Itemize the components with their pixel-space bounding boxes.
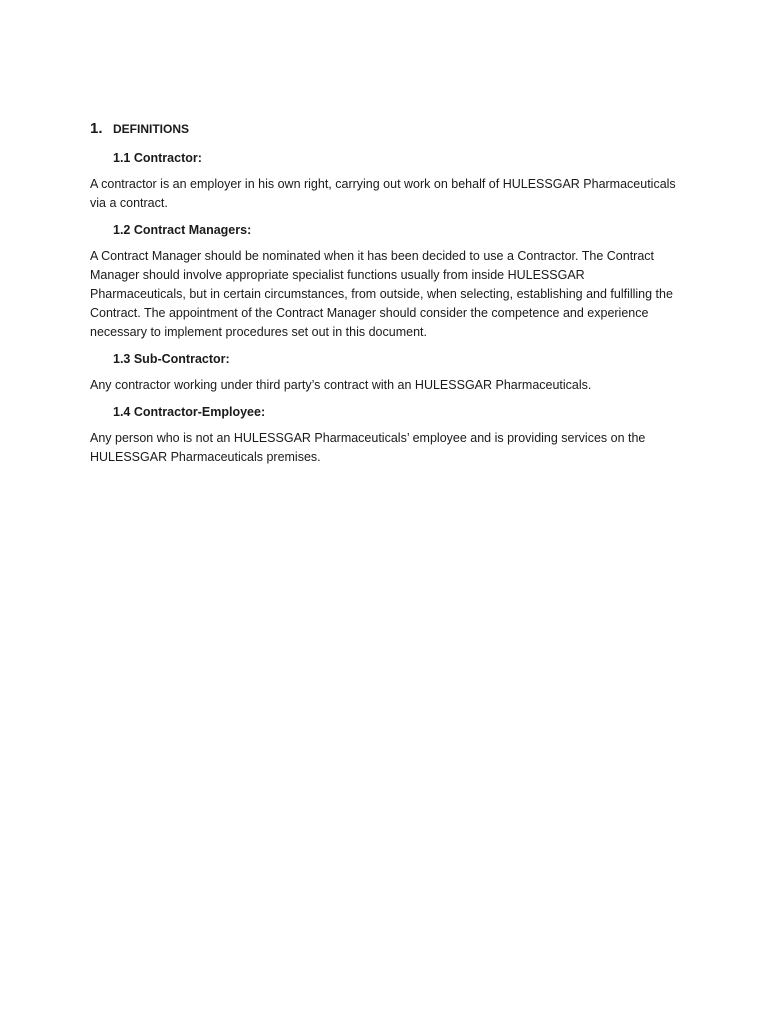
section-number: 1. [90,120,103,137]
definition-contract-managers [90,223,680,342]
definition-body: A Contract Manager should be nominated when it has been decided to use a Contractor. The Contract Manager should involve appropriate specialist functions usually from inside HULESSGAR Pharmaceuticals, but in certain circumstances, from outside, when selecting, establishing and fulfilling the Contract. The appointment of the Contract Manager should consider the competence and experience necessary to implement procedures set out in this document. [90,249,673,339]
definition-body: Any contractor working under third party’s contract with an HULESSGAR Pharmaceuticals. [90,378,592,392]
definition-heading: 1.4 Contractor-Employee: [113,405,266,419]
definition-heading: 1.2 Contract Managers: [113,223,252,237]
definition-sub-contractor [90,352,680,395]
section-heading [90,120,680,137]
section-title: DEFINITIONS [113,122,190,136]
definition-contractor [90,151,680,213]
definition-heading: 1.3 Sub-Contractor: [113,352,230,366]
definition-contractor-employee [90,405,680,467]
definition-body: A contractor is an employer in his own right, carrying out work on behalf of HULESSGAR Pharmaceuticals via a contract. [90,177,676,210]
definition-body: Any person who is not an HULESSGAR Pharmaceuticals’ employee and is providing services on the HULESSGAR Pharmaceuticals premises. [90,431,646,464]
document-page [90,120,680,477]
definition-heading: 1.1 Contractor: [113,151,202,165]
